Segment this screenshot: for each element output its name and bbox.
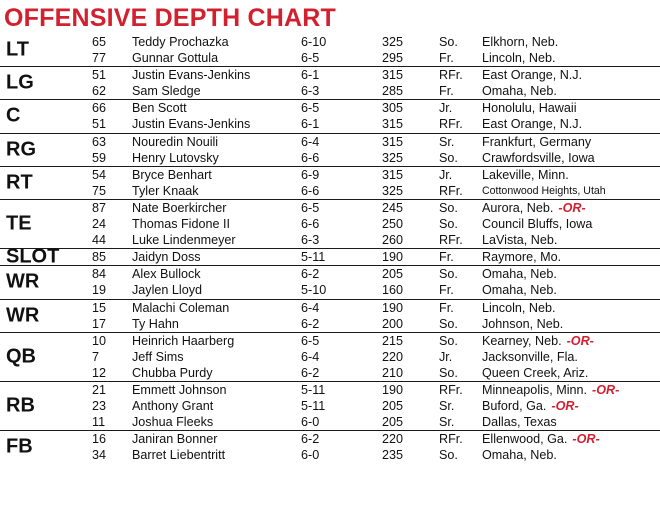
player-height: 6-2 <box>301 432 320 447</box>
player-name: Jaidyn Doss <box>132 250 201 265</box>
player-hometown <box>482 100 577 116</box>
player-year: Jr. <box>439 167 453 182</box>
player-year: So. <box>439 150 458 165</box>
player-year: Fr. <box>439 283 454 298</box>
player-number: 19 <box>92 283 107 298</box>
player-weight: 190 <box>382 250 404 265</box>
player-number: 21 <box>92 382 107 397</box>
player-row <box>0 316 660 332</box>
player-weight: 205 <box>382 415 404 430</box>
player-height: 6-4 <box>301 300 320 315</box>
player-hometown <box>482 134 591 150</box>
hometown-text: Omaha, Neb. <box>482 448 557 463</box>
player-name: Bryce Benhart <box>132 167 212 182</box>
player-weight: 220 <box>382 432 404 447</box>
hometown-text: Crawfordsville, Iowa <box>482 150 595 165</box>
player-height: 5-10 <box>301 283 327 298</box>
player-hometown <box>482 34 558 50</box>
player-row <box>0 249 660 265</box>
or-marker: -OR- <box>566 333 594 348</box>
player-row <box>0 333 660 349</box>
player-row <box>0 414 660 430</box>
player-year: RFr. <box>439 382 463 397</box>
player-name: Sam Sledge <box>132 84 201 99</box>
player-year: Fr. <box>439 250 454 265</box>
hometown-text: Omaha, Neb. <box>482 267 557 282</box>
player-row <box>0 266 660 282</box>
player-weight: 295 <box>382 51 404 66</box>
player-row <box>0 382 660 398</box>
player-row <box>0 447 660 463</box>
position-label: WR <box>6 304 40 327</box>
player-weight: 245 <box>382 200 404 215</box>
player-height: 6-6 <box>301 183 320 198</box>
hometown-text: Kearney, Neb. <box>482 333 562 348</box>
player-row <box>0 100 660 116</box>
position-label: RT <box>6 171 33 194</box>
player-height: 6-4 <box>301 134 320 149</box>
hometown-text: Raymore, Mo. <box>482 250 562 265</box>
player-name: Anthony Grant <box>132 399 214 414</box>
depth-chart-table <box>0 34 660 463</box>
position-label: C <box>6 104 21 127</box>
hometown-text: Buford, Ga. <box>482 399 547 414</box>
player-row <box>0 365 660 381</box>
position-label: RB <box>6 394 35 417</box>
position-label: RG <box>6 138 36 161</box>
player-name: Chubba Purdy <box>132 365 213 380</box>
player-weight: 315 <box>382 117 404 132</box>
position-label: WR <box>6 270 40 293</box>
player-row <box>0 50 660 66</box>
position-group <box>0 431 660 463</box>
position-label: LG <box>6 71 34 94</box>
hometown-text: Frankfurt, Germany <box>482 134 592 149</box>
player-year: Sr. <box>439 399 455 414</box>
player-height: 6-10 <box>301 35 327 49</box>
player-year: So. <box>439 365 458 380</box>
player-row <box>0 282 660 298</box>
player-year: Sr. <box>439 134 455 149</box>
player-year: RFr. <box>439 117 463 132</box>
player-year: RFr. <box>439 68 463 83</box>
player-number: 51 <box>92 117 107 132</box>
player-number: 66 <box>92 101 107 116</box>
player-row <box>0 34 660 50</box>
player-height: 6-2 <box>301 365 320 380</box>
player-year: RFr. <box>439 432 463 447</box>
hometown-text: Lakeville, Minn. <box>482 167 569 182</box>
player-name: Ty Hahn <box>132 316 179 331</box>
player-number: 24 <box>92 217 107 232</box>
player-number: 11 <box>92 415 106 430</box>
player-year: So. <box>439 200 458 215</box>
player-hometown <box>482 183 606 199</box>
player-weight: 210 <box>382 365 404 380</box>
player-hometown <box>482 398 579 414</box>
player-weight: 190 <box>382 382 404 397</box>
player-name: Jaylen Lloyd <box>132 283 203 298</box>
player-number: 23 <box>92 399 107 414</box>
hometown-text: Aurora, Neb. <box>482 200 554 215</box>
player-number: 15 <box>92 300 107 315</box>
player-number: 65 <box>92 35 107 49</box>
player-weight: 325 <box>382 150 404 165</box>
player-hometown <box>482 431 600 447</box>
player-height: 6-5 <box>301 51 320 66</box>
position-label: TE <box>6 212 32 235</box>
hometown-text: Queen Creek, Ariz. <box>482 365 589 380</box>
hometown-text: Omaha, Neb. <box>482 283 557 298</box>
player-weight: 205 <box>382 399 404 414</box>
player-hometown <box>482 200 586 216</box>
player-number: 87 <box>92 200 107 215</box>
player-number: 84 <box>92 267 107 282</box>
player-number: 51 <box>92 68 107 83</box>
player-number: 12 <box>92 365 107 380</box>
player-height: 5-11 <box>301 250 326 265</box>
player-height: 6-9 <box>301 167 320 182</box>
player-hometown <box>482 232 557 248</box>
player-number: 44 <box>92 233 107 248</box>
player-height: 6-5 <box>301 101 320 116</box>
position-label: QB <box>6 345 36 368</box>
player-number: 85 <box>92 250 107 265</box>
hometown-text: Johnson, Neb. <box>482 316 564 331</box>
player-name: Joshua Fleeks <box>132 415 214 430</box>
hometown-text: Cottonwood Heights, Utah <box>482 184 606 197</box>
player-hometown <box>482 282 557 298</box>
player-hometown <box>482 333 594 349</box>
or-marker: -OR- <box>551 399 579 414</box>
position-label: LT <box>6 38 29 61</box>
player-weight: 200 <box>382 316 404 331</box>
hometown-text: Dallas, Texas <box>482 415 557 430</box>
player-height: 6-2 <box>301 267 320 282</box>
player-row <box>0 67 660 83</box>
player-height: 6-1 <box>301 117 320 132</box>
hometown-text: Lincoln, Neb. <box>482 300 556 315</box>
player-year: Sr. <box>439 415 455 430</box>
player-weight: 260 <box>382 233 404 248</box>
player-hometown <box>482 266 557 282</box>
player-height: 6-6 <box>301 150 320 165</box>
player-hometown <box>482 83 557 99</box>
player-height: 6-3 <box>301 233 320 248</box>
player-name: Jeff Sims <box>132 349 184 364</box>
position-group <box>0 134 660 167</box>
player-height: 6-0 <box>301 415 320 430</box>
player-hometown <box>482 316 563 332</box>
player-hometown <box>482 50 556 66</box>
player-number: 34 <box>92 448 107 463</box>
player-height: 6-2 <box>301 316 320 331</box>
player-hometown <box>482 300 556 316</box>
position-group <box>0 200 660 249</box>
player-number: 10 <box>92 333 107 348</box>
player-weight: 325 <box>382 183 404 198</box>
player-year: Fr. <box>439 84 454 99</box>
player-height: 6-5 <box>301 200 320 215</box>
hometown-text: Honolulu, Hawaii <box>482 101 577 116</box>
player-name: Justin Evans-Jenkins <box>132 117 251 132</box>
player-number: 7 <box>92 349 100 364</box>
player-name: Malachi Coleman <box>132 300 230 315</box>
player-number: 16 <box>92 432 107 447</box>
player-year: Jr. <box>439 349 453 364</box>
hometown-text: Ellenwood, Ga. <box>482 432 568 447</box>
player-weight: 250 <box>382 217 404 232</box>
player-name: Alex Bullock <box>132 267 201 282</box>
player-row <box>0 116 660 132</box>
player-year: Fr. <box>439 300 454 315</box>
player-name: Janiran Bonner <box>132 432 218 447</box>
player-hometown <box>482 349 578 365</box>
player-number: 59 <box>92 150 107 165</box>
player-name: Luke Lindenmeyer <box>132 233 236 248</box>
player-year: So. <box>439 35 458 49</box>
position-group <box>0 100 660 133</box>
player-hometown <box>482 414 557 430</box>
player-row <box>0 83 660 99</box>
player-weight: 160 <box>382 283 404 298</box>
position-group <box>0 266 660 299</box>
player-height: 5-11 <box>301 399 326 414</box>
player-name: Emmett Johnson <box>132 382 227 397</box>
player-height: 6-1 <box>301 68 320 83</box>
player-weight: 205 <box>382 267 404 282</box>
player-name: Heinrich Haarberg <box>132 333 235 348</box>
player-weight: 315 <box>382 68 404 83</box>
player-row <box>0 349 660 365</box>
hometown-text: East Orange, N.J. <box>482 117 583 132</box>
player-row <box>0 216 660 232</box>
player-name: Henry Lutovsky <box>132 150 219 165</box>
player-row <box>0 183 660 199</box>
player-weight: 190 <box>382 300 404 315</box>
hometown-text: Council Bluffs, Iowa <box>482 217 593 232</box>
player-weight: 305 <box>382 101 404 116</box>
position-group <box>0 167 660 200</box>
or-marker: -OR- <box>572 432 600 447</box>
player-name: Tyler Knaak <box>132 183 199 198</box>
position-label: FB <box>6 435 33 458</box>
player-hometown <box>482 382 619 398</box>
player-number: 17 <box>92 316 107 331</box>
player-weight: 315 <box>382 134 404 149</box>
player-name: Gunnar Gottula <box>132 51 219 66</box>
player-weight: 285 <box>382 84 404 99</box>
position-group <box>0 67 660 100</box>
position-group <box>0 333 660 382</box>
hometown-text: Minneapolis, Minn. <box>482 382 587 397</box>
player-row <box>0 300 660 316</box>
player-row <box>0 167 660 183</box>
player-year: Jr. <box>439 101 453 116</box>
player-hometown <box>482 167 569 183</box>
player-height: 5-11 <box>301 382 326 397</box>
player-name: Nouredin Nouili <box>132 134 219 149</box>
player-number: 54 <box>92 167 107 182</box>
position-group <box>0 382 660 431</box>
player-hometown <box>482 116 582 132</box>
hometown-text: LaVista, Neb. <box>482 233 558 248</box>
hometown-text: Omaha, Neb. <box>482 84 557 99</box>
player-row <box>0 431 660 447</box>
hometown-text: Lincoln, Neb. <box>482 51 556 66</box>
player-height: 6-6 <box>301 217 320 232</box>
player-hometown <box>482 365 588 381</box>
player-weight: 315 <box>382 167 404 182</box>
player-row <box>0 232 660 248</box>
player-year: Fr. <box>439 51 454 66</box>
player-number: 62 <box>92 84 107 99</box>
player-year: RFr. <box>439 183 463 198</box>
player-weight: 325 <box>382 35 404 49</box>
hometown-text: East Orange, N.J. <box>482 68 583 83</box>
player-number: 75 <box>92 183 107 198</box>
player-name: Ben Scott <box>132 101 187 116</box>
player-height: 6-5 <box>301 333 320 348</box>
player-height: 6-0 <box>301 448 320 463</box>
or-marker: -OR- <box>592 382 620 397</box>
player-row <box>0 134 660 150</box>
player-row <box>0 200 660 216</box>
player-year: So. <box>439 333 458 348</box>
player-number: 77 <box>92 51 107 66</box>
player-year: So. <box>439 316 458 331</box>
player-name: Teddy Prochazka <box>132 35 229 49</box>
page-title: OFFENSIVE DEPTH CHART <box>4 4 336 32</box>
player-year: So. <box>439 448 458 463</box>
hometown-text: Elkhorn, Neb. <box>482 35 559 49</box>
position-label: SLOT <box>6 245 60 268</box>
player-hometown <box>482 249 561 265</box>
player-hometown <box>482 216 592 232</box>
player-year: So. <box>439 267 458 282</box>
player-height: 6-3 <box>301 84 320 99</box>
player-name: Thomas Fidone II <box>132 217 230 232</box>
player-weight: 235 <box>382 448 404 463</box>
position-group <box>0 300 660 333</box>
player-height: 6-4 <box>301 349 320 364</box>
player-year: RFr. <box>439 233 463 248</box>
player-row <box>0 150 660 166</box>
hometown-text: Jacksonville, Fla. <box>482 349 578 364</box>
player-hometown <box>482 150 595 166</box>
player-hometown <box>482 67 582 83</box>
player-year: So. <box>439 217 458 232</box>
position-group <box>0 34 660 67</box>
position-group <box>0 245 660 268</box>
player-name: Barret Liebentritt <box>132 448 226 463</box>
player-row <box>0 398 660 414</box>
player-name: Justin Evans-Jenkins <box>132 68 251 83</box>
or-marker: -OR- <box>558 200 586 215</box>
player-weight: 220 <box>382 349 404 364</box>
player-hometown <box>482 447 557 463</box>
player-name: Nate Boerkircher <box>132 200 227 215</box>
player-weight: 215 <box>382 333 404 348</box>
player-number: 63 <box>92 134 107 149</box>
